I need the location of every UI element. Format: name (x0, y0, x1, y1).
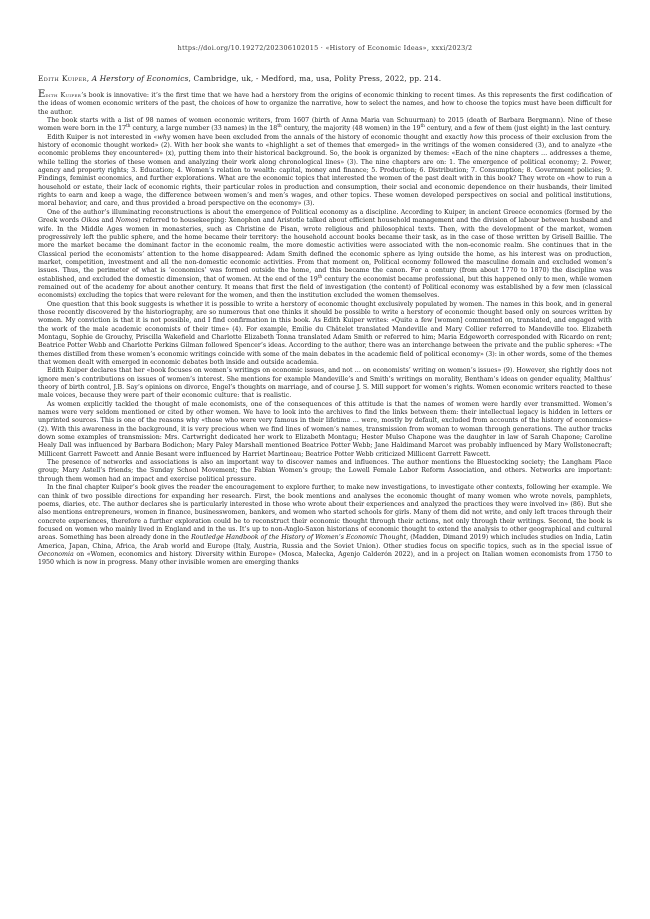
text-run: Edith Kuiper is not interested in « (47, 133, 158, 141)
paragraph-1-text: ’s book is innovative: it’s the first time that we have had a herstory from the origins of economic thinking to recent times. As this represents the first codification of the ideas of women economic writers of the past, the choices of how to organize the narrative, how to select the names, and how to choose the topics must have been difficult for the author. (38, 92, 612, 116)
paragraph-7: As women explicitly tackled the thought of male economists, one of the consequences of this attitude is that the names of women were hardly ever transmitted. Women’s names were very seldom mentioned or cited by other women. We have to look into the archives to find the links between them: their intellectual legacy is hidden in letters or unprinted sources. This is one of the reasons why «those who were very famous in their lifetime … were, mostly by default, excluded from accounts of the history of economics» (2). With this awareness in the background, it is very precious when we find lines of women’s names, transmission from woman to woman through generations. The author tracks down some examples of transmission: Mrs. Cartwright dedicated her work to Elizabeth Montagu; Hester Mulso Chapone was the daughter in law of Sarah Chapone; Caroline Healy Dall was influenced by Barbara Bodichon; Mary Paley Marshall mentioned Beatrice Potter Webb; Jane Haldimand Marcet was probably influenced by Mary Wollstonecraft; Millicent Garrett Fawcett and Annie Besant were influenced by Harriet Martineau; Beatrice Potter Webb criticized Millicent Garrett Fawcett. (38, 400, 612, 458)
emphasis: Routledge Handbook of the History of Women’s Economic Thought (191, 534, 407, 542)
paragraph-1 (38, 89, 612, 117)
review-reference: Edith Kuiper, A Herstory of Economics, Cambridge, uk, - Medford, ma, usa, Polity Press, 2022, pp. 214. (38, 74, 442, 83)
drop-cap: E (38, 89, 46, 100)
paragraph-9 (38, 484, 612, 567)
text-run: women have been excluded from the annals of the history of economic thought and exactly (170, 133, 470, 141)
author-name-lead-in: dith Kuiper (45, 92, 82, 99)
text-run: ) referred to housekeeping: Xenophon and Aristotle talked about efficient household management and the division of labour between husband and wife. In the Middle Ages women in monasteries, such as Christine de Pisan, wrote religious and philosophical texts. Then, with the development of the market, women progressively left the public sphere, and the home became their territory: the household account books became their task, as in the case of those written by Grisell Baillie. The more the market became the dominant factor in the economic realm, the more domestic activities were associated with the non-economic realm. She continues that in the Classical period the economists’ attention to the home disappeared: Adam Smith defined the economic sphere as lying outside the home, as his interest was on production, market, competition, investment and all the non-domestic economic activities. From that moment on, Political economy followed the masculine domain and excluded women’s issues. Thus, the perimeter of what is ‘economics’ was formed outside the home, and this became the canon. For a century (from about 1770 to 1870) the discipline was established, and excluded the domestic dimension, that of women. At the end of the 19 (38, 217, 613, 283)
reviewed-author: Edith Kuiper (38, 74, 87, 83)
text-run: this process of their exclusion from the history of economic thought worked» (2). With her book she wants to «highlight a set of themes that emerged» in the writings of the women considered (3), and to analyze «the economic problems they encountered» (x), putting them into their historical background. So, the book is organized by themes: «Each of the nine chapters … addresses a theme, while telling the stories of these women and analyzing their work along chronological lines» (3). The nine chapters are on: 1. The emergence of political economy; 2. Power, agency and property rights; 3. Education; 4. Women’s relation to wealth: capital, money and finance; 5. Production; 6. Distribution; 7. Consumption; 8. Government policies; 9. Findings, feminist economics, and further explorations. What are the economic topics that interested the women of the past dealt with in this book? They wrote on «how to run a household or estate, their lack of economic rights, their particular roles in production and consumption, their social and economic dependence on their husbands, their limited rights to earn and keep a wage, the difference between women’s and men’s wages, and other topics. These women developed perspectives on social and political institutions, moral behavior, and care, and thus provided a broad perspective on the economy» (3). (38, 133, 613, 208)
paragraph-8: The presence of networks and associations is also an important way to discover names and influences. The author mentions the Bluestocking society; the Langham Place group; Mary Astell’s friends; the Sunday School Movement; the Fabian Women’s group; the Lowell Female Labor Reform Association, and others. Networks are important: through them women had an impact and exercise political pressure. (38, 459, 612, 483)
paragraph-4 (38, 209, 612, 301)
text-run: century, and a few of them (just eight) in the last century. (424, 125, 611, 133)
emphasis: why (157, 133, 171, 141)
publication-details: , Cambridge, uk, - Medford, ma, usa, Polity Press, 2022, pp. 214. (188, 74, 442, 83)
ordinal-suffix: th (126, 123, 131, 129)
text-run: and (99, 217, 116, 225)
emphasis: Nomos (115, 217, 138, 225)
ordinal-suffix: th (420, 123, 425, 129)
review-body (38, 89, 613, 568)
paragraph-6: Edith Kuiper declares that her «book focuses on women’s writings on economic issues, and not … on economists’ writing on women’s issues» (9). However, she rightly does not ignore men’s contributions on issues of women’s interest. She mentions for example Mandeville’s and Smith’s writings on morality, Bentham’s ideas on gender equality, Malthus’ theory of birth control, J.B. Say’s opinions on divorce, Engel’s thoughts on marriage, and of course J. S. Mill support for women’s rights. Women economic writers reacted to these male voices, because they were part of their economic culture: that is realistic. (38, 367, 612, 400)
running-head: https://doi.org/10.19272/202306102015 · «History of Economic Ideas», xxxi/2023/2 (177, 44, 473, 52)
paragraph-2 (38, 117, 612, 134)
text-run: century the economist became professional, but this happened only to men, while women remained out of the academy for about another century. It means that first the field of investigation (the content) of Political economy was established by a few men (classical economists) excluding the topics that were relevant for the women, and then the institution excluded the women themselves. (38, 275, 612, 300)
paragraph-5: One question that this book suggests is whether it is possible to write a herstory of economic thought exclusively populated by women. The names in this book, and in general those recently discovered by the historiography, are so numerous that one thinks it should be possible to write a herstory of economic thought based only on sources written by women. My conviction is that it is not possible, and I find confirmation in this book. As Edith Kuiper writes: «Quite a few [women] commented on, translated, and engaged with the work of the male academic economists of their time» (4). For example, Emilie du Châtelet translated Mandeville and Mary Collier referred to Mandeville too. Elizabeth Montagu, Sophie de Grouchy, Priscilla Wakefield and Charlotte Elizabeth Tonna translated Adam Smith or referred to him; Maria Edgeworth corresponded with Ricardo on rent; Beatrice Potter Webb and Charlotte Perkins Gilman followed Spencer’s ideas. According to the author, there was an interchange between the private and the public spheres: «The themes distilled from these women’s economic writings coincide with some of the main debates in the academic field of political economy» (3): in other words, some of the themes that women dealt with emerged in economic debates both inside and outside academia. (38, 300, 612, 366)
reviewed-title: A Herstory of Economics (91, 74, 189, 83)
ordinal-suffix: th (277, 123, 282, 129)
text-run: century, the majority (48 women) in the 19 (281, 125, 421, 133)
emphasis: Oeconomia (38, 550, 74, 558)
text-run: One of the author’s illuminating reconstructions is about the emergence of Political economy as a discipline. According to Kuiper, in ancient Greece economics (formed by the Greek words (38, 208, 612, 225)
text-run: century, a large number (33 names) in the 18 (130, 125, 278, 133)
text-run: The book starts with a list of 98 names of women economic writers, from 1607 (birth of Anna Maria van Schuurman) to 2015 (death of Barbara Bergmann). Nine of these women were born in the 17 (38, 117, 612, 133)
text-run: on «Women, economics and history. Diversity within Europe» (Mosca, Małecka, Agenjo Calderón 2022), and in a project on Italian women economists from 1750 to 1950 which is now in progress. Many other invisible women are emerging thanks (38, 550, 612, 567)
emphasis: how (469, 133, 483, 141)
paragraph-3 (38, 134, 612, 209)
ordinal-suffix: th (317, 273, 323, 279)
text-run: In the final chapter Kuiper’s book gives the reader the encouragement to explore further, to make new investigations, to investigate other contexts, following her example. We can think of two possible directions for expanding her research. First, the book mentions and analyses the economic thought of many women who wrote novels, pamphlets, poems, diaries, etc. The author declares she is particularly interested in those who wrote about their experiences and analyzed the practices they were involved in» (86). But she also mentions entrepreneurs, women in finance, businesswomen, bankers, and women who started schools for girls. Many of them did not write, and only left traces through their concrete experiences, therefore a further exploration could be to reconstruct their economic thought through their actions, not only through their writings. Second, the book is focused on women who mainly lived in England and in the us. It’s up to non-Anglo-Saxon historians of economic thought to extend the analysis to other geographical and cultural areas. Something has been already done in the (38, 484, 612, 542)
emphasis: Oikos (81, 217, 100, 225)
text-run: , (Madden, Dimand 2019) which includes studies on India, Latin America, Japan, China, Africa, the Arab world and Europe (Italy, Austria, Russia and the Soviet Union). Other studies focus on specific topics, such as in the special issue of (38, 534, 612, 550)
